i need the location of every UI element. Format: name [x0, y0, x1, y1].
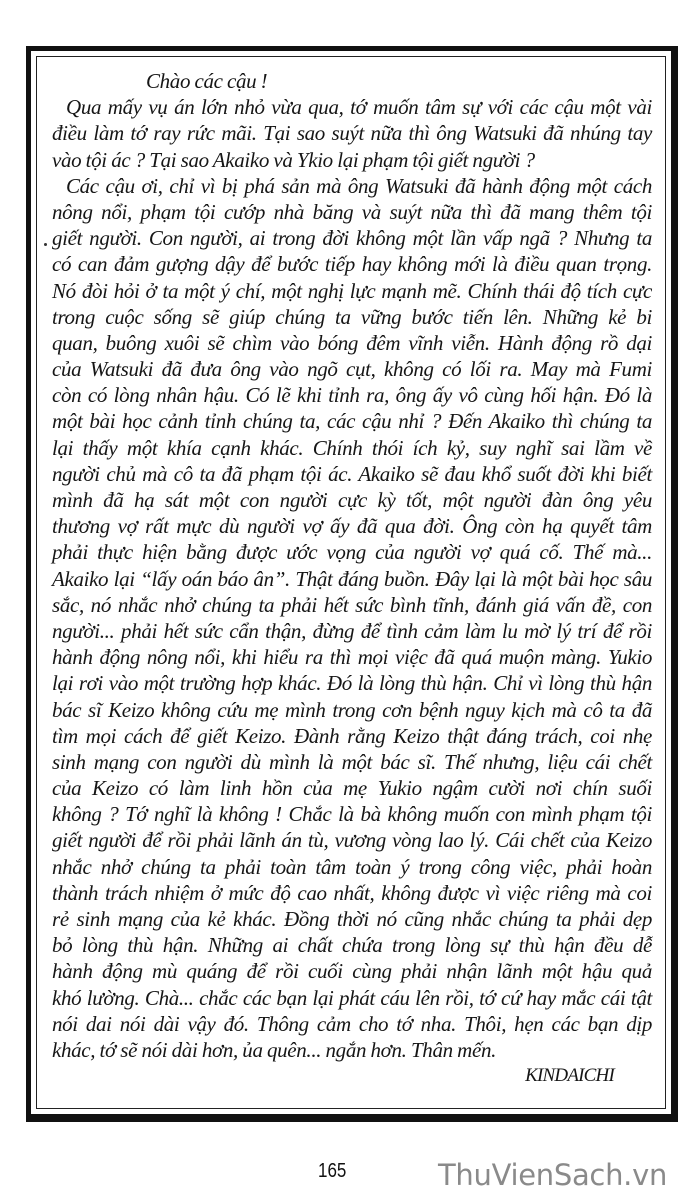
letter-line: lại rơi vào một trường hợp khác. Đó là lòng thù hận. Chỉ vì lòng thù hận [52, 671, 652, 696]
letter-line: sinh mạng con người dù mình là một bác sĩ. Thế nhưng, liệu cái chết [52, 749, 652, 774]
letter-line: thương vợ rất mực dù người vợ ấy đã qua đời. Ông còn hạ quyết tâm [52, 514, 652, 539]
page-number: 165 [318, 1160, 347, 1182]
letter-line: hành động nông nổi, khi hiểu ra thì mọi việc đã quá muộn màng. Yukio [52, 645, 652, 670]
letter-line: giết người để rồi phải lãnh án tù, vương vòng lao lý. Cái chết của Keizo [52, 828, 652, 853]
letter-line: nông nổi, phạm tội cướp nhà băng và suýt nữa thì đã mang thêm tội [52, 199, 652, 224]
letter-line: khó lường. Chà... chắc các bạn lại phát cáu lên rồi, tớ cứ hay mắc cái tật [52, 985, 652, 1010]
letter-line: bỏ lòng thù hận. Những ai chất chứa trong lòng sự thù hận đều dễ [52, 933, 652, 958]
letter-line: còn có lòng nhân hậu. Có lẽ khi tỉnh ra, ông ấy vô cùng hối hận. Đó là [52, 383, 652, 408]
letter-line: giết người. Con người, ai trong đời không một lần vấp ngã ? Nhưng ta [52, 226, 652, 251]
letter-line: thành trách nhiệm ở mức độ cao nhất, không được vì việc riêng mà coi [52, 880, 652, 905]
letter-body [52, 68, 652, 1089]
letter-line: mình đã hạ sát một con người cực kỳ tốt, một người đàn ông yêu [52, 488, 652, 512]
letter-line: khác, tớ sẽ nói dài hơn, ủa quên... ngắn hơn. Thân mến. [52, 1037, 496, 1062]
letter-line: một bài học cảnh tỉnh chúng ta, các cậu nhỉ ? Đến Akaiko thì chúng ta [52, 409, 652, 434]
letter-line: có can đảm gượng dậy để bước tiếp hay không mới là điều quan trọng. [52, 252, 652, 277]
letter-line: quan, buông xuôi sẽ chìm vào bóng đêm vĩnh viễn. Hành động rồ dại [52, 330, 652, 355]
letter-line: nhắc nhở chúng ta phải toàn tâm toàn ý trong công việc, phải hoàn [52, 854, 652, 879]
letter-line: của Watsuki đã đưa ông vào ngõ cụt, không có lối ra. May mà Fumi [52, 357, 652, 382]
letter-greeting: Chào các cậu ! [146, 69, 268, 93]
letter-line: rẻ sinh mạng của kẻ khác. Đồng thời nó cũng nhắc chúng ta phải dẹp [52, 907, 652, 931]
letter-line: điều làm tớ ray rức mãi. Tại sao suýt nữa thì ông Watsuki đã nhúng tay [52, 121, 652, 146]
margin-speck [44, 243, 47, 246]
letter-line: tìm mọi cách để giết Keizo. Đành rằng Keizo thật đáng trách, coi nhẹ [52, 723, 652, 748]
letter-line: không ? Tớ nghĩ là không ! Chắc là bà không muốn con mình phạm tội [52, 802, 652, 827]
letter-line: phải thực hiện bằng được ước vọng của người vợ quá cố. Thế mà... [52, 540, 652, 565]
letter-line: hành động mù quáng để rồi cuối cùng phải nhận lãnh một hậu quả [52, 959, 652, 984]
letter-line: bác sĩ Keizo không cứu mẹ mình trong cơn bệnh nguy kịch mà cô ta đã [52, 697, 652, 722]
letter-line: sắc, nó nhắc nhở chúng ta phải hết sức bình tĩnh, đánh giá vấn đề, con [52, 592, 652, 617]
letter-line: trong cuộc sống sẽ giúp chúng ta vững bước tiến lên. Những kẻ bi [52, 304, 652, 329]
letter-line: của Keizo có làm linh hồn của mẹ Yukio ngậm cười nơi chín suối [52, 776, 652, 801]
letter-signature: KINDAICHI [525, 1065, 614, 1087]
letter-line: Nó đòi hỏi ở ta một ý chí, một nghị lực mạnh mẽ. Chính thái độ tích cực [52, 278, 652, 303]
letter-line: lại thấy một khía cạnh khác. Chính thói ích kỷ, suy nghĩ sai lầm về [52, 435, 652, 460]
letter-line: Các cậu ơi, chỉ vì bị phá sản mà ông Watsuki đã hành động một cách [66, 173, 652, 198]
letter-line: người chủ mà cô ta đã phạm tội ác. Akaiko sẽ đau khổ suốt đời khi biết [52, 461, 652, 486]
letter-line: Qua mấy vụ án lớn nhỏ vừa qua, tớ muốn tâm sự với các cậu một vài [66, 95, 652, 120]
watermark-logo: ThuVienSach.vn [438, 1158, 668, 1192]
letter-line: Akaiko lại “lấy oán báo ân”. Thật đáng buồn. Đây lại là một bài học sâu [52, 566, 652, 591]
letter-line: vào tội ác ? Tại sao Akaiko và Ykio lại phạm tội giết người ? [52, 147, 535, 172]
letter-line: người... phải hết sức cẩn thận, đừng để tình cảm làm lu mờ lý trí để rồi [52, 618, 652, 643]
letter-line: nói dai nói dài vậy đó. Thông cảm cho tớ nha. Thôi, hẹn các bạn dịp [52, 1011, 652, 1036]
